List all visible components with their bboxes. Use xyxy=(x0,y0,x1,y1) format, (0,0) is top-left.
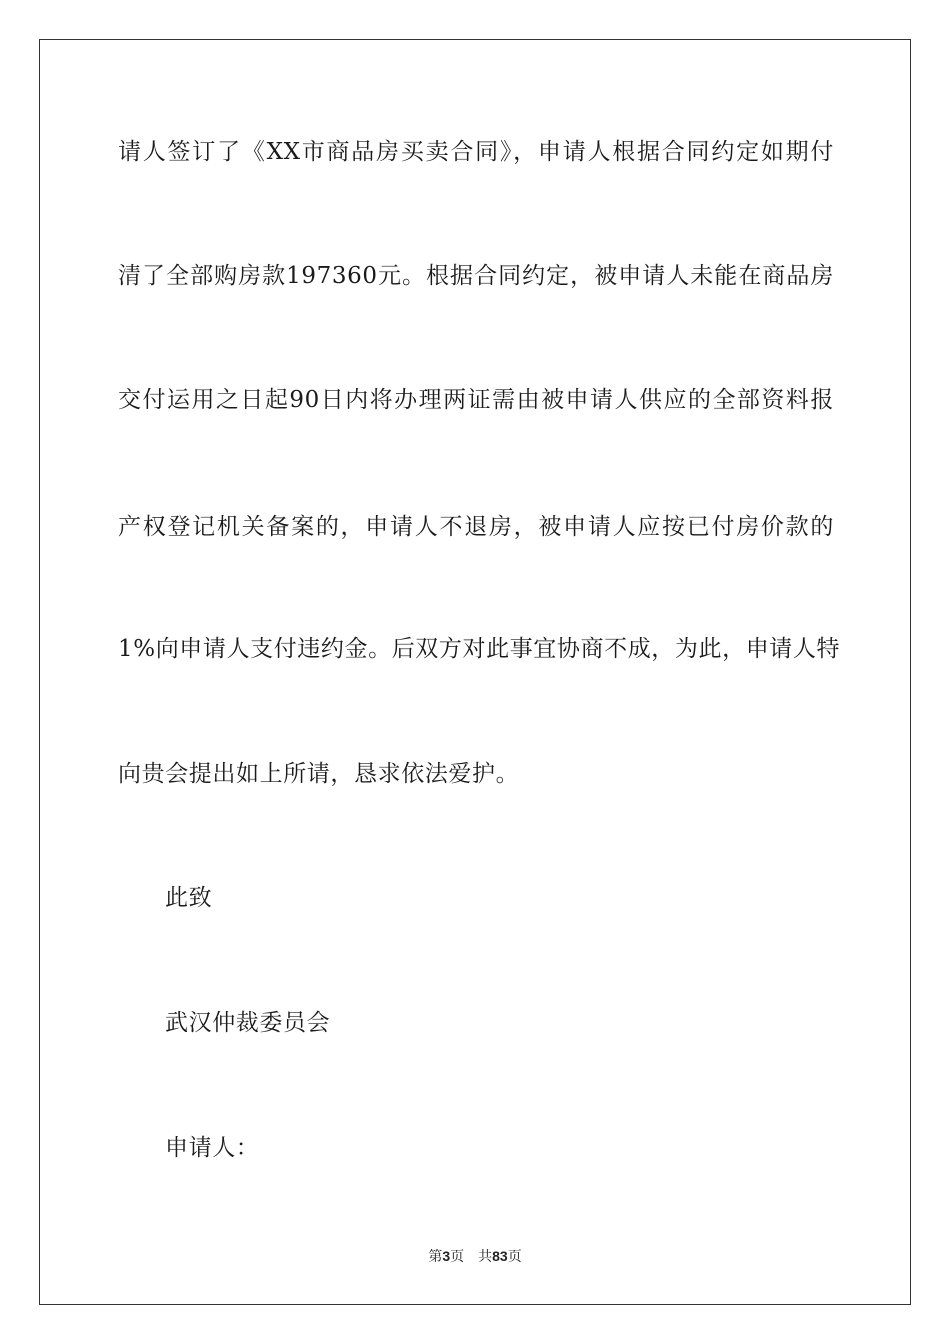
applicant-label: 申请人： xyxy=(165,1135,260,1161)
footer-total-suffix: 页 xyxy=(507,1249,522,1265)
current-page-number: 3 xyxy=(442,1248,451,1264)
salutation: 此致 xyxy=(165,885,213,911)
footer-total-prefix: 共 xyxy=(478,1249,493,1265)
recipient: 武汉仲裁委员会 xyxy=(165,1010,331,1036)
page-footer xyxy=(0,1246,950,1267)
body-text-line-5: 1%向申请人支付违约金。后双方对此事宜协商不成，为此，申请人特 xyxy=(118,636,841,662)
total-pages-number: 83 xyxy=(492,1248,508,1264)
body-text-line-6: 向贵会提出如上所请，恳求依法爱护。 xyxy=(118,761,520,787)
body-text-line-4: 产权登记机关备案的，申请人不退房，被申请人应按已付房价款的 xyxy=(118,514,834,540)
page-border xyxy=(39,39,911,1305)
body-text-line-1: 请人签订了《XX市商品房买卖合同》，申请人根据合同约定如期付 xyxy=(118,139,834,165)
body-text-line-2: 清了全部购房款197360元。根据合同约定，被申请人未能在商品房 xyxy=(118,263,834,289)
footer-page-prefix: 第 xyxy=(428,1249,443,1265)
body-text-line-3: 交付运用之日起90日内将办理两证需由被申请人供应的全部资料报 xyxy=(118,387,834,413)
footer-page-suffix: 页 xyxy=(450,1249,465,1265)
